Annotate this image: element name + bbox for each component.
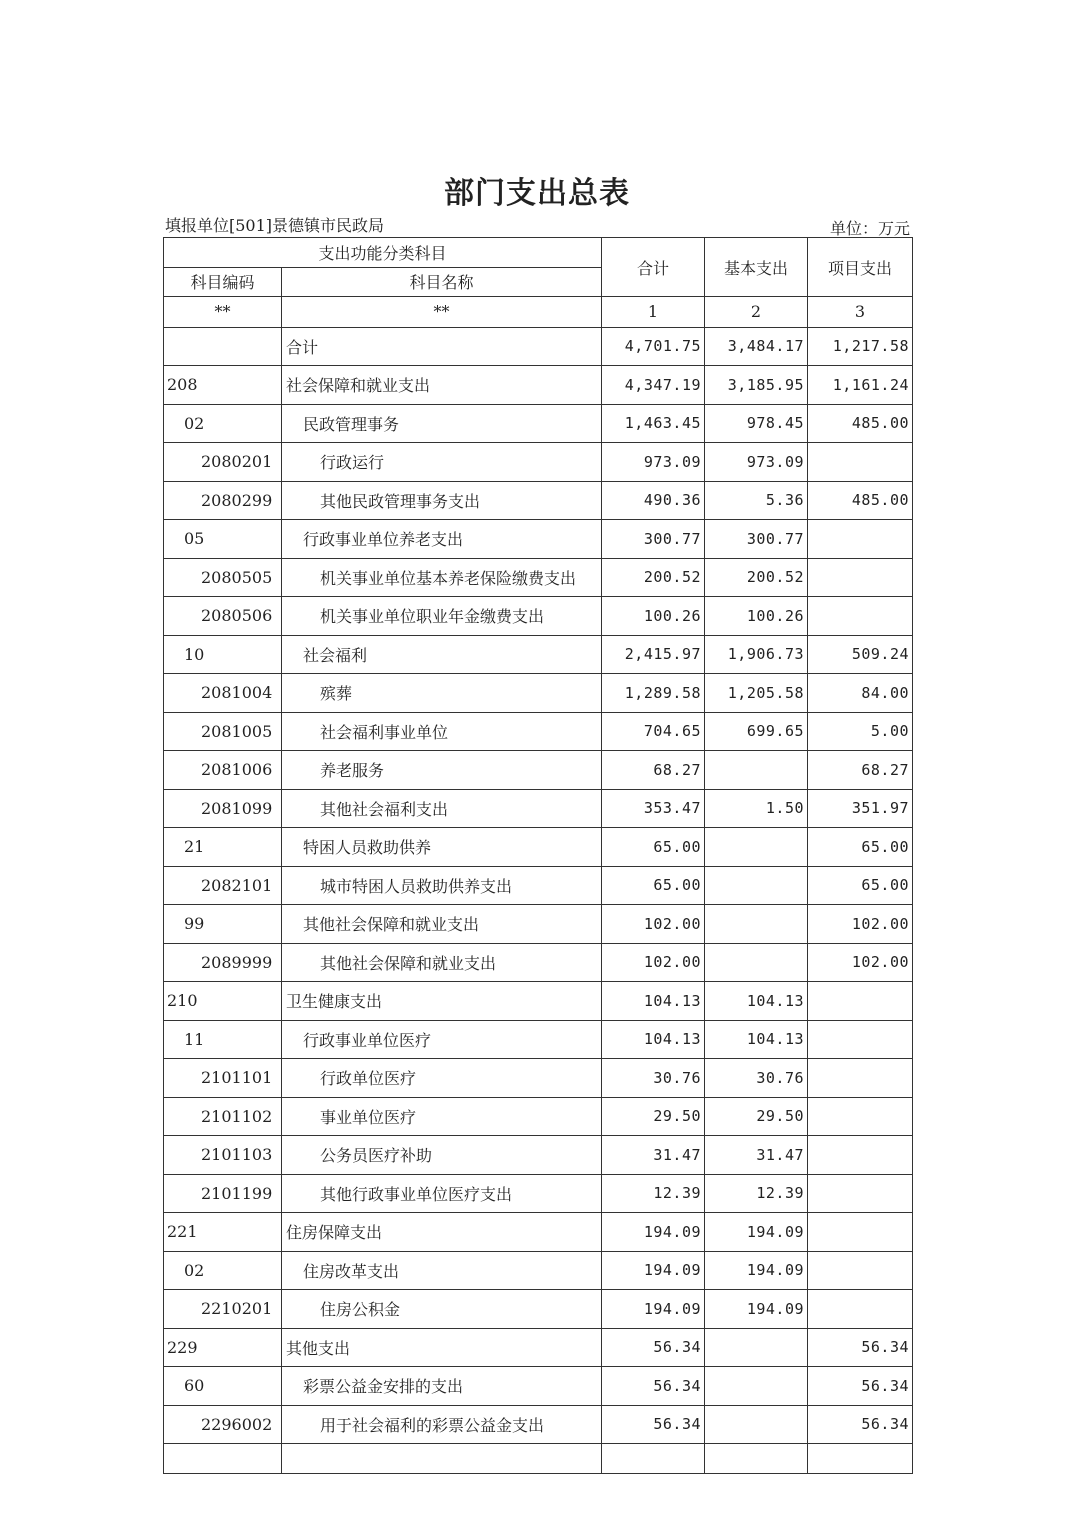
row-code: 208 [164, 366, 282, 405]
row-total: 490.36 [602, 481, 705, 520]
row-total: 68.27 [602, 751, 705, 790]
table-row [164, 1059, 913, 1098]
row-total: 353.47 [602, 789, 705, 828]
row-project [808, 1290, 913, 1329]
row-total: 4,347.19 [602, 366, 705, 405]
row-basic: 978.45 [705, 404, 808, 443]
row-name: 殡葬 [282, 674, 602, 713]
row-basic [705, 1328, 808, 1367]
table-row [164, 327, 913, 366]
row-code: 2082101 [164, 866, 282, 905]
row-name: 其他民政管理事务支出 [282, 481, 602, 520]
row-project [808, 1174, 913, 1213]
row-total: 1,289.58 [602, 674, 705, 713]
row-code: 2081005 [164, 712, 282, 751]
row-code [164, 327, 282, 366]
row-name: 行政事业单位养老支出 [282, 520, 602, 559]
row-project: 5.00 [808, 712, 913, 751]
row-project: 65.00 [808, 866, 913, 905]
expenditure-table [163, 237, 913, 1474]
row-name: 其他社会保障和就业支出 [282, 905, 602, 944]
row-total: 56.34 [602, 1328, 705, 1367]
row-project: 102.00 [808, 943, 913, 982]
row-code: 2080505 [164, 558, 282, 597]
row-code: 2080201 [164, 443, 282, 482]
row-name: 行政事业单位医疗 [282, 1020, 602, 1059]
row-code: 2101101 [164, 1059, 282, 1098]
row-basic: 104.13 [705, 1020, 808, 1059]
row-total: 973.09 [602, 443, 705, 482]
row-basic: 1,906.73 [705, 635, 808, 674]
row-code: 221 [164, 1213, 282, 1252]
table-row [164, 751, 913, 790]
header-code: 科目编码 [164, 267, 282, 297]
table-row [164, 982, 913, 1021]
row-project: 485.00 [808, 481, 913, 520]
row-name: 社会保障和就业支出 [282, 366, 602, 405]
table-row [164, 1251, 913, 1290]
blank-row [164, 1444, 913, 1474]
row-basic: 31.47 [705, 1136, 808, 1175]
row-project: 102.00 [808, 905, 913, 944]
row-total: 200.52 [602, 558, 705, 597]
row-name: 行政单位医疗 [282, 1059, 602, 1098]
table-row [164, 443, 913, 482]
row-code: 60 [164, 1367, 282, 1406]
row-basic [705, 751, 808, 790]
table-row [164, 828, 913, 867]
row-project [808, 1059, 913, 1098]
row-name: 社会福利 [282, 635, 602, 674]
row-basic: 29.50 [705, 1097, 808, 1136]
row-project [808, 558, 913, 597]
row-code: 10 [164, 635, 282, 674]
row-project: 509.24 [808, 635, 913, 674]
table-row [164, 1328, 913, 1367]
row-basic [705, 905, 808, 944]
row-code: 02 [164, 404, 282, 443]
row-total: 102.00 [602, 905, 705, 944]
row-total: 194.09 [602, 1251, 705, 1290]
row-code: 2081004 [164, 674, 282, 713]
row-project [808, 597, 913, 636]
header-project: 项目支出 [808, 238, 913, 297]
table-row [164, 404, 913, 443]
row-code: 2296002 [164, 1405, 282, 1444]
row-project [808, 1020, 913, 1059]
row-basic: 1,205.58 [705, 674, 808, 713]
header-function-category: 支出功能分类科目 [164, 238, 602, 268]
row-project: 1,217.58 [808, 327, 913, 366]
row-basic: 30.76 [705, 1059, 808, 1098]
table-row [164, 366, 913, 405]
reporting-unit: 填报单位[501]景德镇市民政局 [165, 216, 385, 235]
blank-cell [705, 1444, 808, 1474]
currency-unit: 单位：万元 [829, 219, 910, 238]
row-code: 21 [164, 828, 282, 867]
row-basic: 699.65 [705, 712, 808, 751]
row-project: 65.00 [808, 828, 913, 867]
table-row [164, 674, 913, 713]
row-name: 养老服务 [282, 751, 602, 790]
row-basic: 200.52 [705, 558, 808, 597]
page-title: 部门支出总表 [444, 176, 630, 211]
row-basic: 300.77 [705, 520, 808, 559]
index-2: 2 [705, 297, 808, 328]
header-basic: 基本支出 [705, 238, 808, 297]
row-project [808, 520, 913, 559]
row-total: 12.39 [602, 1174, 705, 1213]
row-total: 1,463.45 [602, 404, 705, 443]
row-project: 84.00 [808, 674, 913, 713]
row-name: 其他社会福利支出 [282, 789, 602, 828]
table-row [164, 558, 913, 597]
row-total: 100.26 [602, 597, 705, 636]
row-name: 住房改革支出 [282, 1251, 602, 1290]
row-basic [705, 1405, 808, 1444]
table-row [164, 905, 913, 944]
row-total: 102.00 [602, 943, 705, 982]
table-row [164, 789, 913, 828]
index-code: ** [164, 297, 282, 328]
table-row [164, 1097, 913, 1136]
row-total: 30.76 [602, 1059, 705, 1098]
row-name: 城市特困人员救助供养支出 [282, 866, 602, 905]
table-row [164, 1020, 913, 1059]
row-total: 29.50 [602, 1097, 705, 1136]
row-code: 2210201 [164, 1290, 282, 1329]
row-name: 机关事业单位职业年金缴费支出 [282, 597, 602, 636]
table-row [164, 1367, 913, 1406]
header-name: 科目名称 [282, 267, 602, 297]
row-name: 住房公积金 [282, 1290, 602, 1329]
row-code: 2089999 [164, 943, 282, 982]
row-code: 11 [164, 1020, 282, 1059]
row-code: 05 [164, 520, 282, 559]
row-project: 485.00 [808, 404, 913, 443]
row-basic: 12.39 [705, 1174, 808, 1213]
table-row [164, 712, 913, 751]
row-basic: 1.50 [705, 789, 808, 828]
row-code: 2080299 [164, 481, 282, 520]
row-name: 其他行政事业单位医疗支出 [282, 1174, 602, 1213]
table-row [164, 1174, 913, 1213]
row-total: 31.47 [602, 1136, 705, 1175]
table-row [164, 1405, 913, 1444]
blank-cell [808, 1444, 913, 1474]
row-project [808, 1213, 913, 1252]
row-name: 机关事业单位基本养老保险缴费支出 [282, 558, 602, 597]
row-code: 2081099 [164, 789, 282, 828]
row-basic: 104.13 [705, 982, 808, 1021]
row-basic: 194.09 [705, 1290, 808, 1329]
row-code: 2101103 [164, 1136, 282, 1175]
row-code: 2101102 [164, 1097, 282, 1136]
blank-cell [282, 1444, 602, 1474]
row-code: 2101199 [164, 1174, 282, 1213]
row-total: 4,701.75 [602, 327, 705, 366]
row-name: 合计 [282, 327, 602, 366]
table-row [164, 1136, 913, 1175]
row-code: 02 [164, 1251, 282, 1290]
row-name: 卫生健康支出 [282, 982, 602, 1021]
table-row [164, 866, 913, 905]
table-row [164, 943, 913, 982]
row-basic: 973.09 [705, 443, 808, 482]
row-basic [705, 866, 808, 905]
row-basic: 100.26 [705, 597, 808, 636]
row-project [808, 1251, 913, 1290]
row-project [808, 443, 913, 482]
row-name: 公务员医疗补助 [282, 1136, 602, 1175]
table-row [164, 597, 913, 636]
row-total: 104.13 [602, 1020, 705, 1059]
row-total: 194.09 [602, 1213, 705, 1252]
row-total: 65.00 [602, 866, 705, 905]
row-basic: 3,185.95 [705, 366, 808, 405]
row-total: 2,415.97 [602, 635, 705, 674]
row-project: 68.27 [808, 751, 913, 790]
blank-cell [164, 1444, 282, 1474]
row-name: 民政管理事务 [282, 404, 602, 443]
row-project: 351.97 [808, 789, 913, 828]
row-name: 特困人员救助供养 [282, 828, 602, 867]
blank-cell [602, 1444, 705, 1474]
row-name: 行政运行 [282, 443, 602, 482]
row-name: 住房保障支出 [282, 1213, 602, 1252]
table-row [164, 1213, 913, 1252]
table-row [164, 635, 913, 674]
row-project [808, 1136, 913, 1175]
index-3: 3 [808, 297, 913, 328]
row-name: 其他支出 [282, 1328, 602, 1367]
row-basic: 5.36 [705, 481, 808, 520]
table-row [164, 520, 913, 559]
row-code: 210 [164, 982, 282, 1021]
row-total: 300.77 [602, 520, 705, 559]
row-name: 事业单位医疗 [282, 1097, 602, 1136]
row-total: 56.34 [602, 1405, 705, 1444]
row-total: 704.65 [602, 712, 705, 751]
row-project [808, 982, 913, 1021]
row-total: 104.13 [602, 982, 705, 1021]
row-code: 2081006 [164, 751, 282, 790]
row-basic [705, 1367, 808, 1406]
row-total: 65.00 [602, 828, 705, 867]
table-body [164, 327, 913, 1473]
row-code: 99 [164, 905, 282, 944]
row-name: 彩票公益金安排的支出 [282, 1367, 602, 1406]
row-code: 2080506 [164, 597, 282, 636]
row-project: 1,161.24 [808, 366, 913, 405]
row-basic [705, 828, 808, 867]
row-total: 56.34 [602, 1367, 705, 1406]
row-project: 56.34 [808, 1405, 913, 1444]
row-name: 用于社会福利的彩票公益金支出 [282, 1405, 602, 1444]
row-basic: 194.09 [705, 1213, 808, 1252]
row-project: 56.34 [808, 1367, 913, 1406]
row-basic: 3,484.17 [705, 327, 808, 366]
index-name: ** [282, 297, 602, 328]
row-name: 社会福利事业单位 [282, 712, 602, 751]
index-1: 1 [602, 297, 705, 328]
row-name: 其他社会保障和就业支出 [282, 943, 602, 982]
table-row [164, 481, 913, 520]
row-basic [705, 943, 808, 982]
table-row [164, 1290, 913, 1329]
header-total: 合计 [602, 238, 705, 297]
row-total: 194.09 [602, 1290, 705, 1329]
row-code: 229 [164, 1328, 282, 1367]
row-project: 56.34 [808, 1328, 913, 1367]
row-basic: 194.09 [705, 1251, 808, 1290]
row-project [808, 1097, 913, 1136]
